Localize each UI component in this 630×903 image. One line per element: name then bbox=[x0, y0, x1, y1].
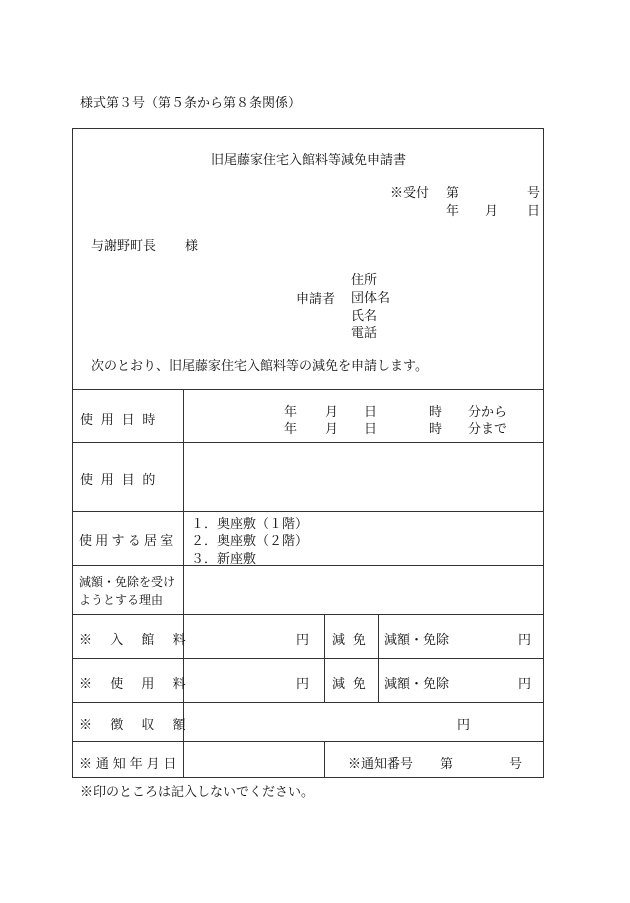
addressee-sama: 様 bbox=[185, 239, 199, 254]
date-to-hour: 時 bbox=[429, 422, 443, 437]
date-from-hour: 時 bbox=[429, 405, 443, 420]
applicant-phone: 電話 bbox=[351, 326, 378, 341]
reason-label-line2: ようとする理由 bbox=[79, 593, 164, 607]
date-row-label: 使用日時 bbox=[80, 413, 164, 428]
usage-fee-yen2: 円 bbox=[518, 677, 532, 692]
notice-number-label: ※通知番号 bbox=[348, 757, 414, 772]
date-from-day: 日 bbox=[364, 405, 378, 420]
applicant-address: 住所 bbox=[351, 273, 378, 288]
form-title: 旧尾藤家住宅入館料等減免申請書 bbox=[211, 153, 407, 168]
divider-header bbox=[72, 389, 544, 390]
footnote: ※印のところは記入しないでください。 bbox=[80, 785, 315, 800]
usage-fee-label: ※使用料 bbox=[79, 677, 204, 692]
entry-fee-yen: 円 bbox=[296, 633, 310, 648]
room-option-2: ２．奥座敷（２階） bbox=[191, 534, 309, 549]
applicant-group: 団体名 bbox=[351, 291, 391, 306]
receipt-month: 月 bbox=[485, 204, 499, 219]
divider-usage-fee bbox=[72, 702, 544, 703]
divider-date bbox=[72, 442, 544, 443]
receipt-day: 日 bbox=[527, 204, 541, 219]
notice-date-label: ※通知年月日 bbox=[79, 757, 181, 772]
collected-label: ※徴収額 bbox=[79, 718, 204, 733]
rooms-row-label: 使用する居室 bbox=[79, 534, 177, 549]
divider-rooms bbox=[72, 565, 544, 566]
entry-fee-kind: 減額・免除 bbox=[384, 633, 450, 648]
divider-collected bbox=[72, 741, 544, 742]
entry-fee-genmen: 減免 bbox=[332, 633, 374, 648]
usage-fee-kind: 減額・免除 bbox=[384, 677, 450, 692]
fee-column-divider-2 bbox=[378, 614, 379, 702]
application-statement: 次のとおり、旧尾藤家住宅入館料等の減免を申請します。 bbox=[91, 359, 428, 374]
date-to-month: 月 bbox=[325, 422, 339, 437]
receipt-year: 年 bbox=[446, 204, 460, 219]
room-option-3: ３．新座敷 bbox=[191, 552, 257, 567]
date-from-min: 分から bbox=[468, 405, 508, 420]
usage-fee-yen: 円 bbox=[296, 677, 310, 692]
divider-entry-fee bbox=[72, 658, 544, 659]
receipt-go: 号 bbox=[527, 186, 541, 201]
reason-label-line1: 減額・免除を受け bbox=[79, 575, 176, 589]
date-to-min: 分まで bbox=[468, 422, 508, 437]
fee-column-divider-1 bbox=[324, 614, 325, 702]
date-to-year: 年 bbox=[284, 422, 298, 437]
notice-dai: 第 bbox=[440, 757, 454, 772]
addressee-name: 与謝野町長 bbox=[91, 239, 157, 254]
date-from-month: 月 bbox=[325, 405, 339, 420]
usage-fee-genmen: 減免 bbox=[332, 677, 374, 692]
entry-fee-yen2: 円 bbox=[518, 633, 532, 648]
notice-column-divider bbox=[324, 741, 325, 778]
date-from-year: 年 bbox=[284, 405, 298, 420]
purpose-row-label: 使用目的 bbox=[80, 473, 164, 488]
applicant-name: 氏名 bbox=[351, 309, 378, 324]
date-to-day: 日 bbox=[364, 422, 378, 437]
notice-go: 号 bbox=[509, 757, 523, 772]
receipt-dai: 第 bbox=[446, 186, 460, 201]
applicant-label: 申請者 bbox=[296, 292, 336, 307]
room-option-1: １．奥座敷（１階） bbox=[191, 517, 309, 532]
entry-fee-label: ※入館料 bbox=[79, 633, 204, 648]
divider-reason bbox=[72, 614, 544, 615]
collected-yen: 円 bbox=[457, 718, 471, 733]
form-number-label: 様式第３号（第５条から第８条関係） bbox=[80, 96, 302, 111]
receipt-mark: ※受付 bbox=[390, 186, 430, 201]
divider-purpose bbox=[72, 511, 544, 512]
